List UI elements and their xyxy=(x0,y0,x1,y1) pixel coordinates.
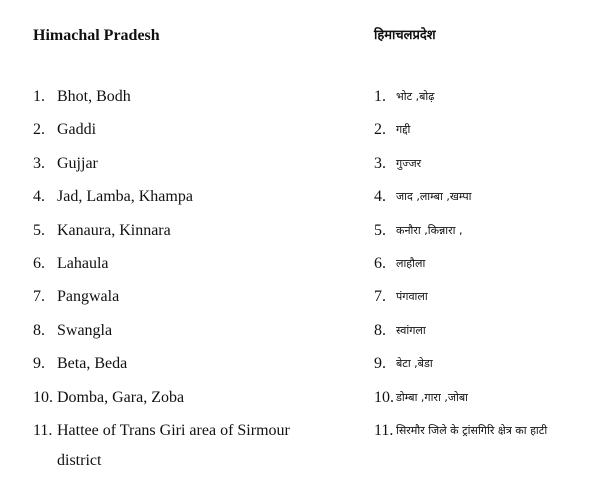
list-item xyxy=(374,186,589,219)
list-item xyxy=(33,286,333,319)
item-number: 6. xyxy=(374,254,386,272)
item-text: भोट ,बोढ़ xyxy=(396,90,435,103)
item-number: 6. xyxy=(33,254,45,272)
item-text: जाद ,लाम्बा ,खम्पा xyxy=(396,190,472,204)
item-number: 5. xyxy=(374,221,386,239)
item-text: Hattee of Trans Giri area of Sirmour district xyxy=(57,421,290,469)
item-text: Bhot, Bodh xyxy=(57,88,131,105)
english-heading: Himachal Pradesh xyxy=(33,27,160,44)
list-item xyxy=(374,86,589,119)
item-text: डोम्बा ,गारा ,जोबा xyxy=(396,390,468,404)
item-number: 1. xyxy=(374,88,386,105)
list-item xyxy=(374,320,589,353)
item-text: बेटा ,बेडा xyxy=(396,357,433,371)
item-text: सिरमौर जिले के ट्रांसगिरि क्षेत्र का हाटी xyxy=(396,423,548,437)
item-number: 1. xyxy=(33,88,45,105)
item-number: 2. xyxy=(33,121,45,139)
list-item xyxy=(33,387,333,420)
item-text: Lahaula xyxy=(57,254,109,272)
list-item xyxy=(33,320,333,353)
item-number: 4. xyxy=(33,188,45,206)
list-item xyxy=(374,220,589,253)
item-text: Gaddi xyxy=(57,121,97,139)
list-item xyxy=(33,86,333,119)
list-item xyxy=(33,253,333,286)
item-number: 9. xyxy=(33,355,45,373)
english-list xyxy=(33,86,333,480)
list-item xyxy=(374,387,589,420)
item-number: 3. xyxy=(33,154,45,172)
item-number: 7. xyxy=(374,288,386,306)
item-text: Jad, Lamba, Khampa xyxy=(57,188,193,206)
hindi-list xyxy=(374,86,589,453)
item-text: Domba, Gara, Zoba xyxy=(57,388,185,406)
item-number: 10. xyxy=(374,388,394,406)
item-text: Gujjar xyxy=(57,154,98,172)
list-item xyxy=(33,119,333,152)
item-number: 7. xyxy=(33,288,45,306)
item-number: 11. xyxy=(33,421,53,439)
hindi-heading: हिमाचलप्रदेश xyxy=(374,28,436,43)
item-number: 5. xyxy=(33,221,45,239)
item-text: Pangwala xyxy=(57,288,120,306)
item-text: पंगवाला xyxy=(396,290,428,304)
list-item xyxy=(374,286,589,319)
list-item xyxy=(374,353,589,386)
list-item xyxy=(33,420,333,480)
item-text: गुज्जर xyxy=(396,156,422,170)
list-item xyxy=(374,119,589,152)
item-number: 9. xyxy=(374,355,386,373)
item-number: 4. xyxy=(374,188,386,206)
item-text: स्वांगला xyxy=(396,323,426,337)
item-number: 3. xyxy=(374,154,386,172)
list-item xyxy=(33,220,333,253)
list-item xyxy=(374,420,589,453)
item-text: गद्दी xyxy=(396,123,411,137)
item-text: Beta, Beda xyxy=(57,355,128,373)
item-number: 11. xyxy=(374,421,394,439)
item-text: Kanaura, Kinnara xyxy=(57,221,171,239)
list-item xyxy=(33,153,333,186)
item-number: 10. xyxy=(33,388,53,406)
item-number: 8. xyxy=(374,321,386,339)
list-item xyxy=(33,353,333,386)
list-item xyxy=(374,153,589,186)
item-number: 2. xyxy=(374,121,386,139)
item-number: 8. xyxy=(33,321,45,339)
list-item xyxy=(33,186,333,219)
hindi-column xyxy=(374,26,589,439)
item-text: कनौरा ,किन्नारा , xyxy=(396,223,463,237)
english-column xyxy=(33,26,333,469)
list-item xyxy=(374,253,589,286)
item-text: Swangla xyxy=(57,321,113,339)
item-text: लाहौला xyxy=(396,256,426,270)
